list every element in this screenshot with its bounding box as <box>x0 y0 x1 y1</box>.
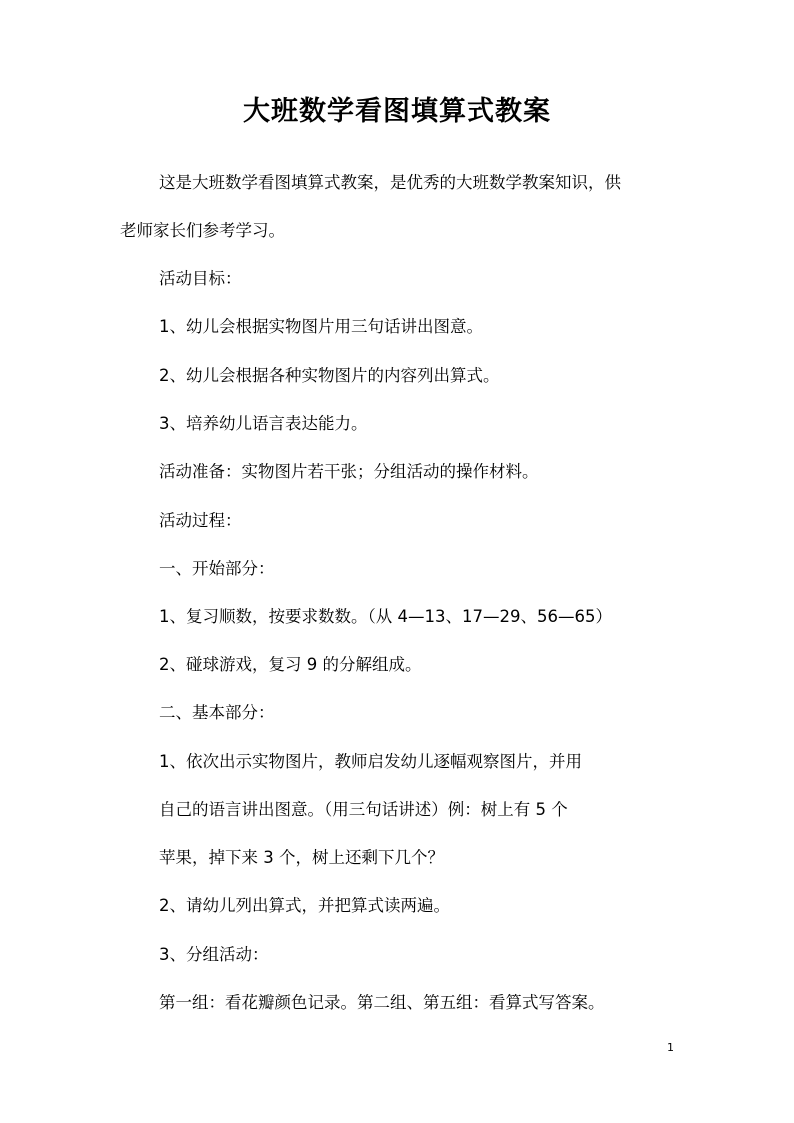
section-heading: 活动过程： <box>159 511 242 530</box>
list-item: 1、幼儿会根据实物图片用三句话讲出图意。 <box>159 317 483 336</box>
paragraph-line: 活动准备：实物图片若干张；分组活动的操作材料。 <box>159 462 539 481</box>
list-item: 3、分组活动： <box>159 945 269 964</box>
list-item: 3、培养幼儿语言表达能力。 <box>159 414 368 433</box>
paragraph-line: 苹果，掉下来 3 个，树上还剩下几个？ <box>159 848 444 867</box>
page-number: 1 <box>667 1041 674 1054</box>
list-item: 2、幼儿会根据各种实物图片的内容列出算式。 <box>159 366 500 385</box>
section-heading: 二、基本部分： <box>159 703 275 722</box>
list-item: 2、请幼儿列出算式，并把算式读两遍。 <box>159 896 450 915</box>
paragraph-line: 这是大班数学看图填算式教案，是优秀的大班数学教案知识，供 <box>159 173 621 192</box>
document-title: 大班数学看图填算式教案 <box>243 96 551 127</box>
section-heading: 一、开始部分： <box>159 559 275 578</box>
list-item: 1、复习顺数，按要求数数。（从 4—13、17—29、56—65） <box>159 607 612 626</box>
paragraph-line: 自己的语言讲出图意。（用三句话讲述）例：树上有 5 个 <box>159 800 568 819</box>
paragraph-line: 第一组：看花瓣颜色记录。第二组、第五组：看算式写答案。 <box>159 993 605 1012</box>
paragraph-line: 老师家长们参考学习。 <box>120 221 285 240</box>
list-item: 1、依次出示实物图片，教师启发幼儿逐幅观察图片，并用 <box>159 752 582 771</box>
list-item: 2、碰球游戏，复习 9 的分解组成。 <box>159 655 422 674</box>
section-heading: 活动目标： <box>159 269 242 288</box>
